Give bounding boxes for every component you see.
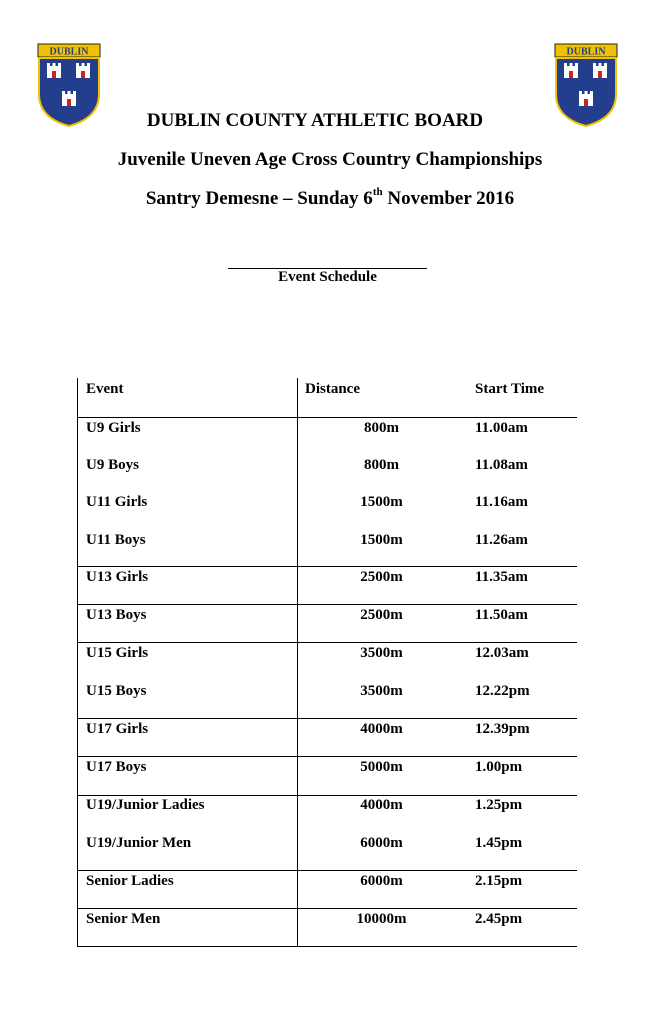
- event-distance: 6000m: [360, 835, 403, 851]
- event-start-time: 1.45pm: [475, 835, 523, 851]
- event-distance: 10000m: [356, 911, 407, 927]
- event-name: U17 Boys: [86, 759, 147, 775]
- venue-date-ordinal: th: [372, 186, 383, 198]
- event-distance: 3500m: [360, 683, 403, 699]
- event-name: U9 Boys: [86, 457, 139, 473]
- event-start-time: 12.22pm: [475, 683, 530, 699]
- event-name: U17 Girls: [86, 721, 149, 737]
- event-start-time: 11.26am: [475, 532, 528, 548]
- crest-label: DUBLIN: [49, 46, 89, 58]
- board-title: DUBLIN COUNTY ATHLETIC BOARD: [146, 110, 484, 131]
- event-name: U15 Boys: [86, 683, 147, 699]
- event-distance: 6000m: [360, 873, 403, 889]
- event-start-time: 11.35am: [475, 569, 528, 585]
- event-name: U11 Girls: [86, 494, 148, 510]
- table-left-border: [77, 378, 78, 946]
- table-row-divider: [77, 566, 577, 567]
- table-row-divider: [77, 756, 577, 757]
- crest-label: DUBLIN: [566, 46, 606, 58]
- event-name: U9 Girls: [86, 420, 141, 436]
- event-distance: 800m: [364, 420, 399, 436]
- event-name: U13 Boys: [86, 607, 147, 623]
- table-row-divider: [77, 795, 577, 796]
- table-row-divider: [77, 604, 577, 605]
- header-distance: Distance: [305, 381, 360, 397]
- event-distance: 5000m: [360, 759, 403, 775]
- table-bottom-border: [77, 946, 577, 947]
- venue-date-suffix: November 2016: [382, 188, 515, 209]
- event-distance: 800m: [364, 457, 399, 473]
- event-start-time: 11.08am: [475, 457, 528, 473]
- event-name: Senior Men: [86, 911, 161, 927]
- schedule-subtitle: Event Schedule: [278, 269, 377, 285]
- event-distance: 3500m: [360, 645, 403, 661]
- event-distance: 4000m: [360, 797, 403, 813]
- header-event: Event: [86, 381, 124, 397]
- table-row-divider: [77, 718, 577, 719]
- event-distance: 4000m: [360, 721, 403, 737]
- venue-date: [10, 188, 650, 210]
- event-start-time: 1.25pm: [475, 797, 523, 813]
- table-row-divider: [77, 908, 577, 909]
- table-row-divider: [77, 870, 577, 871]
- event-start-time: 2.45pm: [475, 911, 523, 927]
- event-start-time: 12.03am: [475, 645, 529, 661]
- event-start-time: 11.50am: [475, 607, 528, 623]
- event-name: U19/Junior Ladies: [86, 797, 205, 813]
- event-distance: 1500m: [360, 494, 403, 510]
- event-name: Senior Ladies: [86, 873, 174, 889]
- header-start-time: Start Time: [475, 381, 545, 397]
- event-start-time: 1.00pm: [475, 759, 523, 775]
- event-name: U19/Junior Men: [86, 835, 192, 851]
- table-row-divider: [77, 642, 577, 643]
- championship-title: Juvenile Uneven Age Cross Country Championships: [117, 149, 543, 170]
- event-distance: 2500m: [360, 607, 403, 623]
- event-start-time: 11.00am: [475, 420, 528, 436]
- event-name: U13 Girls: [86, 569, 149, 585]
- event-start-time: 12.39pm: [475, 721, 530, 737]
- event-start-time: 2.15pm: [475, 873, 523, 889]
- event-name: U11 Boys: [86, 532, 146, 548]
- event-start-time: 11.16am: [475, 494, 528, 510]
- table-row-divider: [77, 417, 577, 418]
- event-distance: 2500m: [360, 569, 403, 585]
- venue-date-prefix: Santry Demesne – Sunday 6: [145, 188, 373, 209]
- event-distance: 1500m: [360, 532, 403, 548]
- event-name: U15 Girls: [86, 645, 149, 661]
